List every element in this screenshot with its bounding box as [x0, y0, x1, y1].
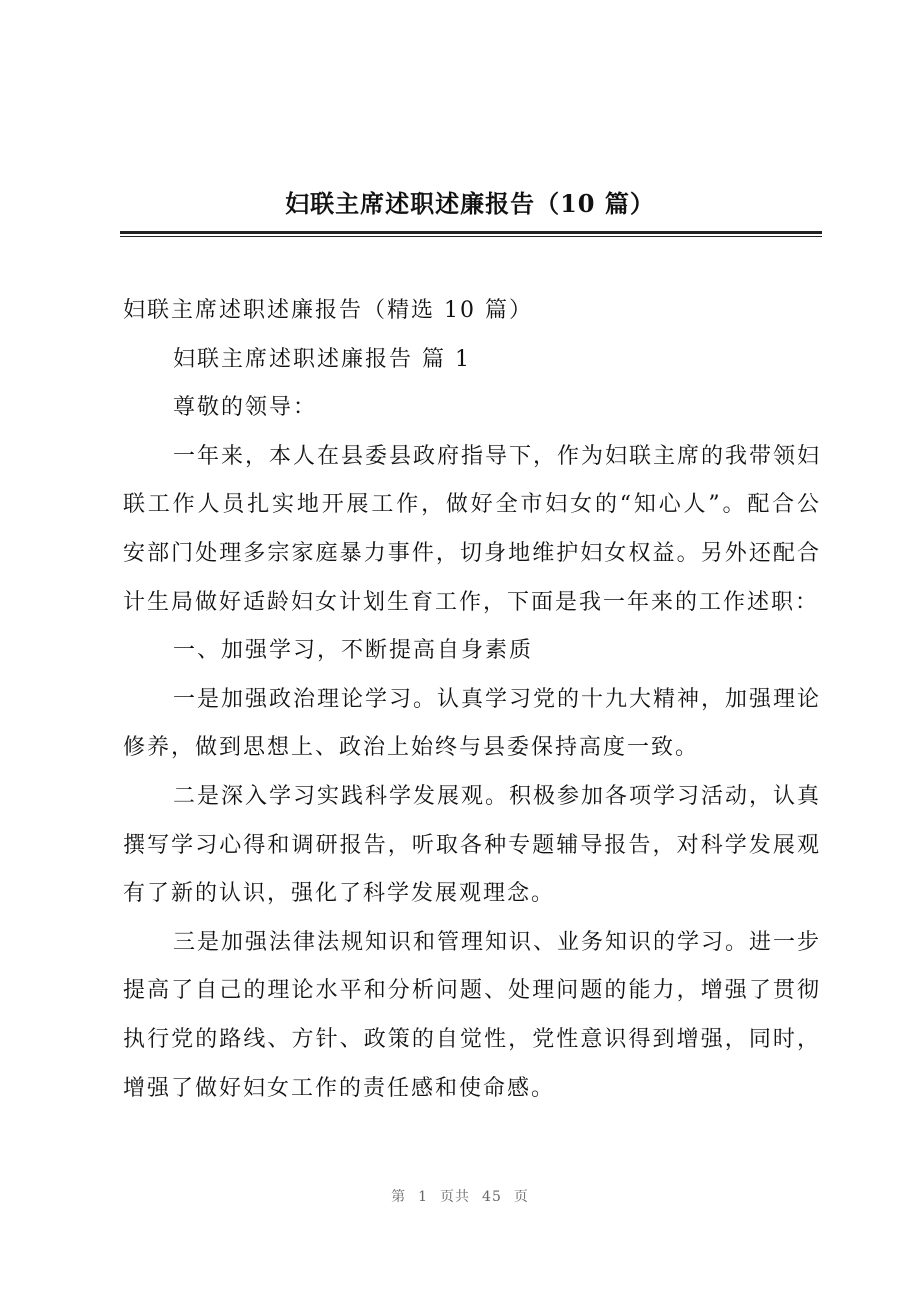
body-paragraph: 三是加强法律法规知识和管理知识、业务知识的学习。进一步提高了自己的理论水平和分析问题、处理问题的能力，增强了贯彻执行党的路线、方针、政策的自觉性，党性意识得到增强，同时，增强了做好妇女工作的责任感和使命感。 [123, 929, 822, 1101]
footer-total-pages: 45 [482, 1189, 502, 1205]
subsection-heading: 一、加强学习，不断提高自身素质 [173, 638, 534, 664]
footer-label-end: 页 [513, 1189, 529, 1205]
document-body [123, 287, 821, 1113]
page-footer [0, 1186, 920, 1206]
footer-label-page: 第 [391, 1189, 407, 1205]
title-divider-thin [120, 236, 822, 237]
document-title: 妇联主席述职述廉报告（10 篇） [285, 189, 655, 218]
body-paragraph: 二是深入学习实践科学发展观。积极参加各项学习活动，认真撰写学习心得和调研报告，听取各种专题辅导报告，对科学发展观有了新的认识，强化了科学发展观理念。 [123, 783, 822, 907]
salutation: 尊敬的领导： [173, 395, 318, 421]
subtitle-paragraph: 妇联主席述职述廉报告（精选 10 篇） [123, 298, 533, 323]
title-divider-thick [120, 231, 822, 234]
body-paragraph: 一年来，本人在县委县政府指导下，作为妇联主席的我带领妇联工作人员扎实地开展工作，做好全市妇女的“知心人”。配合公安部门处理多宗家庭暴力事件，切身地维护妇女权益。另外还配合计生局做好适龄妇女计划生育工作，下面是我一年来的工作述职： [123, 443, 822, 615]
section-heading: 妇联主席述职述廉报告 篇 1 [173, 346, 471, 372]
footer-current-page: 1 [418, 1189, 429, 1205]
body-paragraph: 一是加强政治理论学习。认真学习党的十九大精神，加强理论修养，做到思想上、政治上始终与县委保持高度一致。 [123, 686, 822, 761]
footer-label-total: 页共 [440, 1189, 471, 1205]
